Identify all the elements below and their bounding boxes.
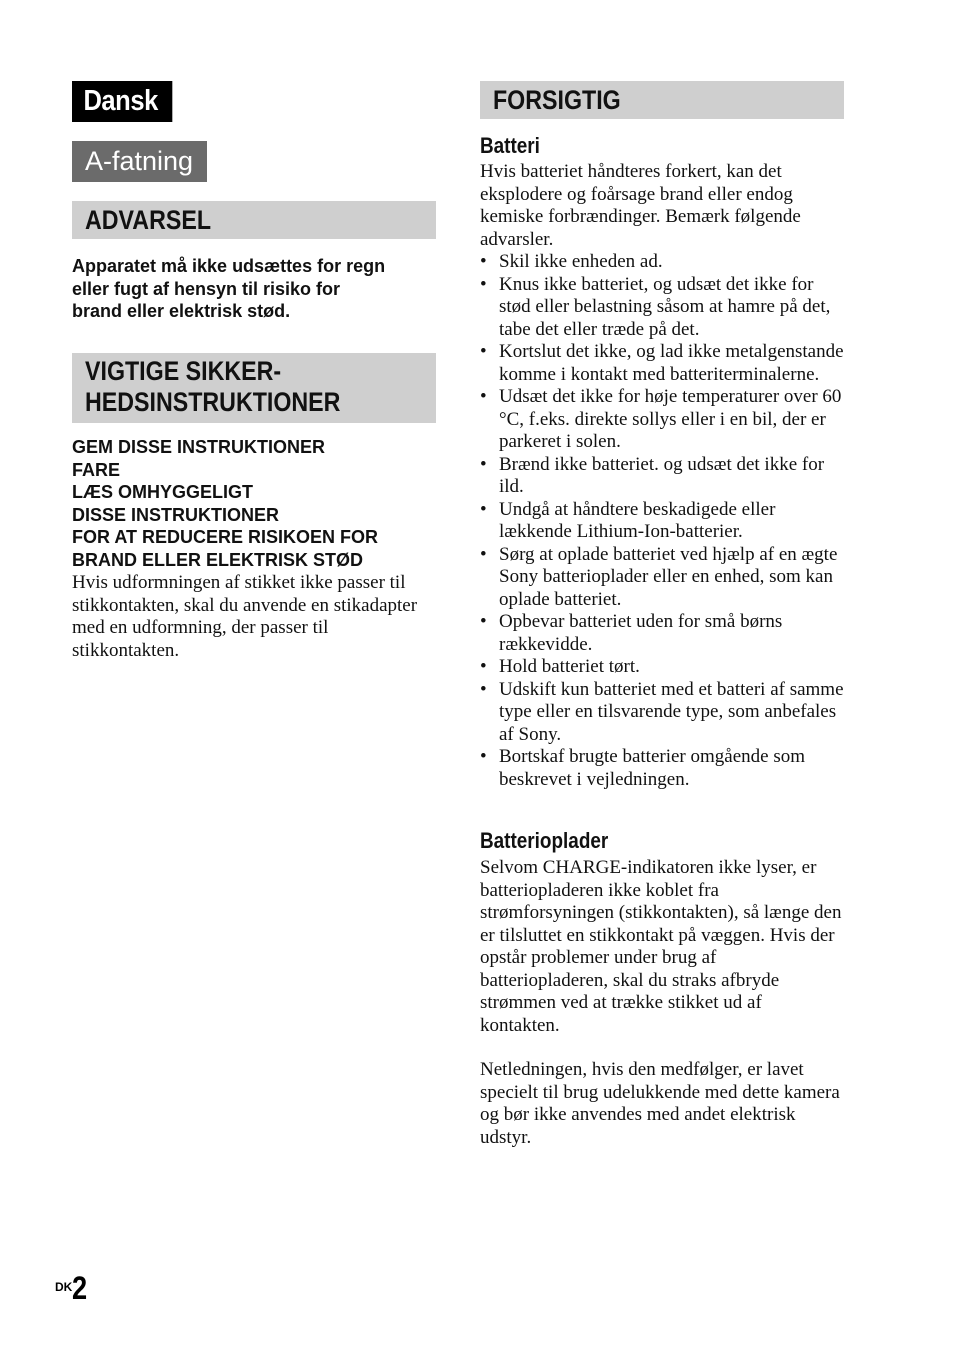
forsigtig-heading-text: FORSIGTIG [493,85,621,115]
caps-line: FARE [72,459,121,480]
warning-line: eller fugt af hensyn til risiko for [72,278,341,299]
list-item: • Skil ikke enheden ad. [480,251,844,274]
batteri-warning-list [480,251,844,791]
batteri-intro: Hvis batteriet håndteres forkert, kan det eksplodere og foårsage brand eller endog kemiske forbrændinger. Bemærk følgende advarsler. [480,161,801,250]
instructions-caps-block [72,436,436,571]
page-number [55,1270,90,1307]
advarsel-heading [72,201,436,239]
advarsel-heading-text: ADVARSEL [85,205,212,235]
language-tag: Dansk [72,81,172,122]
caps-line: FOR AT REDUCERE RISIKOEN FOR [72,527,379,547]
vigtige-heading-line: HEDSINSTRUKTIONER [85,387,341,417]
forsigtig-heading [480,81,844,119]
list-item: • Kortslut det ikke, og lad ikke metalgenstande komme i kontakt med batteriterminalerne. [480,341,844,386]
list-item: • Brænd ikke batteriet. og udsæt det ikke for ild. [480,454,844,499]
caps-line: BRAND ELLER ELEKTRISK STØD [72,549,364,570]
vigtige-heading-line: VIGTIGE SIKKER- [85,356,282,386]
list-item: • Sørg at oplade batteriet ved hjælp af en ægte Sony batterioplader eller en enhed, som kan oplade batteriet. [480,544,844,612]
list-item: • Opbevar batteriet uden for små børns rækkevidde. [480,611,844,656]
plug-adapter-paragraph: Hvis udformningen af stikket ikke passer til stikkontakten, skal du anvende en stikadapter med en udformning, der passer til stikkontakten. [72,572,418,661]
list-item: • Bortskaf brugte batterier omgående som beskrevet i vejledningen. [480,746,844,791]
batterioplader-subheading: Batterioplader [480,828,609,853]
list-item: • Udsæt det ikke for høje temperaturer over 60 °C, f.eks. direkte sollys eller i en bil, der er parkeret i solen. [480,386,844,454]
list-item: • Undgå at håndtere beskadigede eller lækkende Lithium-Ion-batterier. [480,499,844,544]
oplader-paragraph-1: Selvom CHARGE-indikatoren ikke lyser, er batteriopladeren ikke koblet fra strømforsyningen (stikkontakten), så længe den er tilsluttet en stikkontakt på væggen. Hvis der opstår problemer under brug af batteriopladeren, skal du straks afbryde strømmen ved at trække stikket ud af kontakten. [480,857,842,1036]
list-item: • Hold batteriet tørt. [480,656,844,679]
page-number-prefix: DK [55,1280,73,1294]
mount-tag: A-fatning [72,141,207,182]
vigtige-heading [72,353,436,423]
oplader-paragraph-2: Netledningen, hvis den medfølger, er lavet specielt til brug udelukkende med dette kamera og bør ikke anvendes med andet elektrisk udstyr. [480,1059,840,1148]
advarsel-warning [72,255,436,323]
batteri-subheading: Batteri [480,133,540,158]
warning-line: brand eller elektrisk stød. [72,301,291,321]
page-number-value: 2 [72,1270,88,1306]
warning-line: Apparatet må ikke udsættes for regn [72,256,386,276]
list-item: • Udskift kun batteriet med et batteri af samme type eller en tilsvarende type, som anbefales af Sony. [480,679,844,747]
caps-line: DISSE INSTRUKTIONER [72,504,280,525]
list-item: • Knus ikke batteriet, og udsæt det ikke for stød eller belastning såsom at hamre på det, tabe det eller træde på det. [480,274,844,342]
caps-line: GEM DISSE INSTRUKTIONER [72,437,326,457]
caps-line: LÆS OMHYGGELIGT [72,482,254,502]
